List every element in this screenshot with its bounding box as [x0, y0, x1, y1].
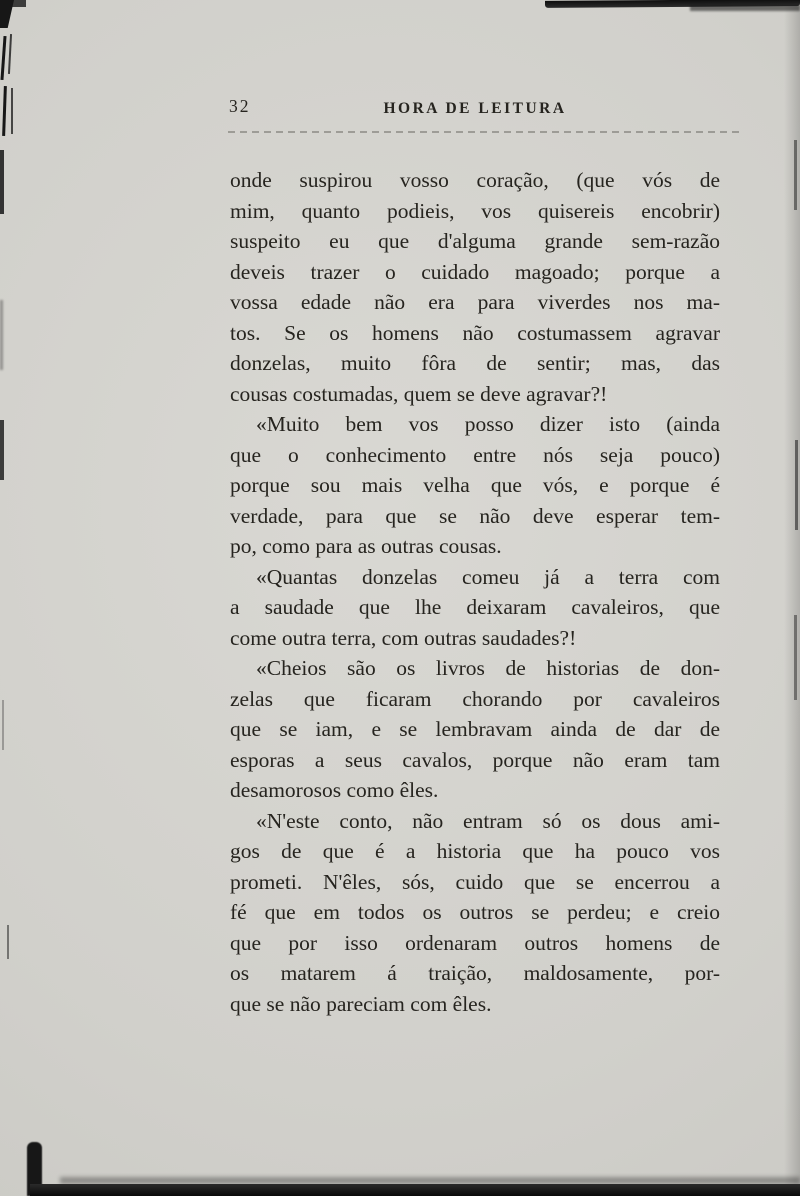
- scan-artifact-left-edge: [7, 925, 9, 959]
- text-line: a saudade que lhe deixaram cavaleiros, que: [230, 595, 720, 619]
- text-line: porque sou mais velha que vós, e porque é: [230, 473, 720, 497]
- scan-artifact-right-edge: [794, 615, 797, 700]
- text-line: que o conhecimento entre nós seja pouco): [230, 442, 720, 467]
- text-line: mim, quanto podieis, vos quisereis encobrir): [230, 198, 720, 223]
- text-line: zelas que ficaram chorando por cavaleiros: [230, 686, 720, 711]
- scan-artifact-right-edge: [794, 140, 797, 210]
- paragraph: [230, 165, 720, 409]
- scan-artifact-left-edge: [11, 88, 13, 134]
- scan-artifact-right-edge: [795, 440, 798, 530]
- text-line: fé que em todos os outros se perdeu; e creio: [230, 900, 720, 924]
- text-line: po, como para as outras cousas.: [230, 534, 502, 558]
- scan-artifact-bottom-edge: [30, 1184, 800, 1196]
- paragraph: [230, 409, 720, 562]
- scan-artifact-bottom-edge: [60, 1177, 800, 1184]
- paragraph: [230, 562, 720, 654]
- text-line: verdade, para que se não deve esperar tem-: [230, 503, 720, 528]
- text-line: tos. Se os homens não costumassem agravar: [230, 320, 720, 345]
- paragraph: [230, 806, 720, 1020]
- text-line: «Cheios são os livros de historias de don-: [256, 656, 720, 680]
- scan-artifact-corner: [10, 0, 26, 7]
- scan-artifact-left-edge: [0, 150, 4, 214]
- page-number: 32: [229, 96, 251, 116]
- text-line: onde suspirou vosso coração, (que vós de: [230, 168, 720, 192]
- text-line: come outra terra, com outras saudades?!: [230, 625, 577, 650]
- page-edge-shadow: [784, 0, 800, 1196]
- paragraph: [230, 653, 720, 806]
- running-title: HORA DE LEITURA: [383, 100, 567, 117]
- scan-artifact-left-edge: [0, 420, 4, 480]
- scan-artifact-top-edge: [690, 5, 800, 11]
- text-line: «Muito bem vos posso dizer isto (ainda: [256, 412, 720, 436]
- text-line: os matarem á traição, maldosamente, por-: [230, 961, 720, 985]
- text-line: vossa edade não era para viverdes nos ma-: [230, 290, 720, 314]
- scan-artifact-left-edge: [0, 300, 3, 370]
- text-line: gos de que é a historia que ha pouco vos: [230, 839, 720, 863]
- text-line: prometi. N'êles, sós, cuido que se encerrou a: [230, 869, 720, 894]
- text-line: que se não pareciam com êles.: [230, 991, 492, 1016]
- text-line: desamorosos como êles.: [230, 778, 439, 802]
- header-rule: [228, 131, 740, 133]
- text-line: cousas costumadas, quem se deve agravar?!: [230, 381, 608, 406]
- text-line: «Quantas donzelas comeu já a terra com: [256, 564, 720, 589]
- text-line: que se iam, e se lembravam ainda de dar de: [230, 717, 720, 741]
- text-line: deveis trazer o cuidado magoado; porque a: [230, 259, 720, 284]
- text-line: suspeito eu que d'alguma grande sem-razão: [230, 229, 720, 253]
- text-line: «N'este conto, não entram só os dous ami-: [256, 808, 720, 833]
- text-line: esporas a seus cavalos, porque não eram tam: [230, 747, 720, 772]
- text-block: [230, 165, 720, 1019]
- scan-artifact-left-edge: [2, 700, 4, 750]
- text-line: que por isso ordenaram outros homens de: [230, 930, 720, 955]
- text-line: donzelas, muito fôra de sentir; mas, das: [230, 351, 720, 375]
